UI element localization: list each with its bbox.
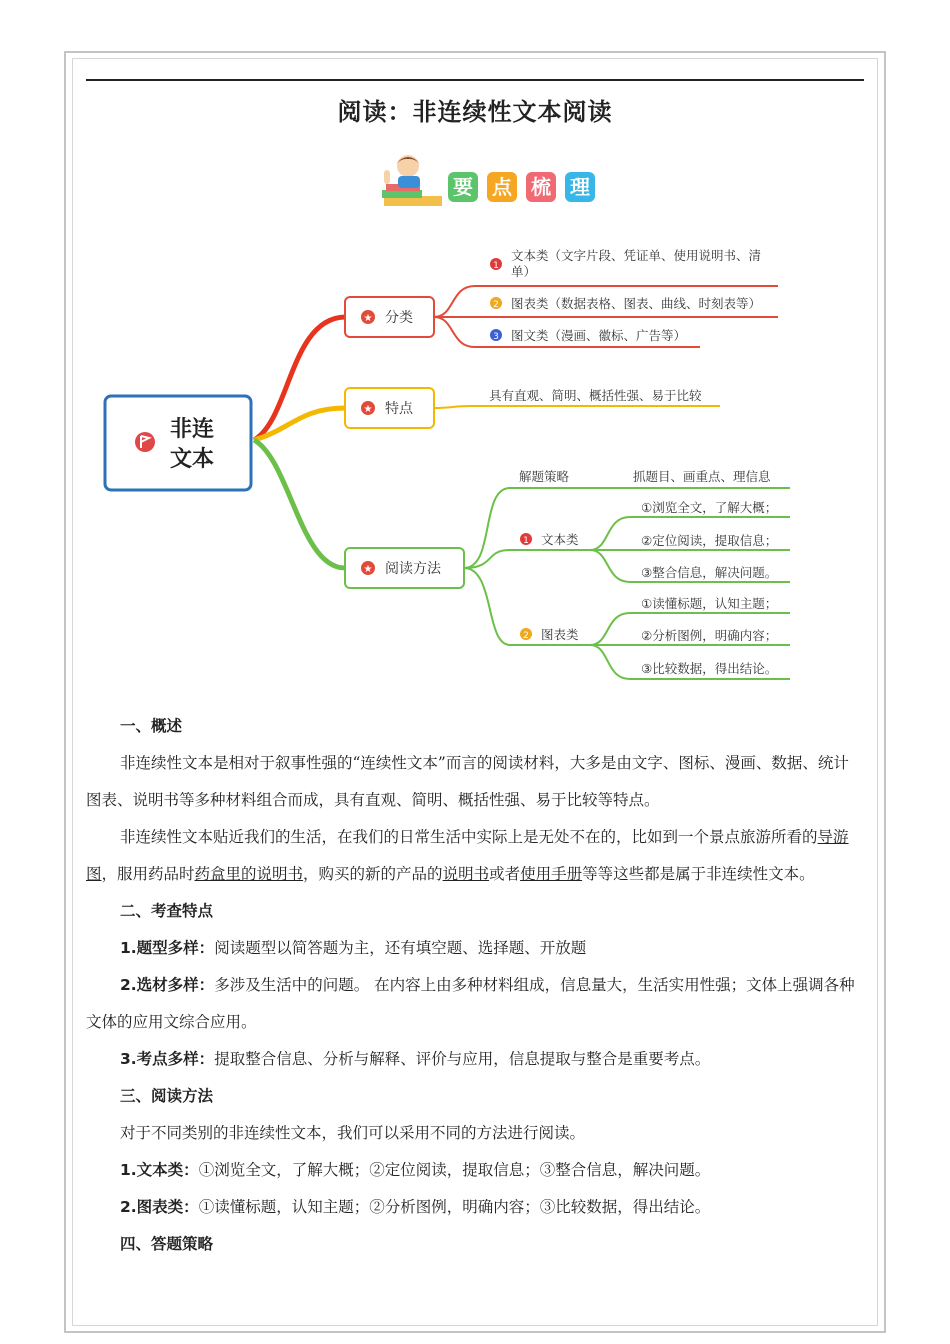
text-step-1: ①浏览全文，了解大概； <box>641 500 778 515</box>
section-heading-exam: 二、考查特点 <box>120 902 214 920</box>
root-line-1: 非连 <box>170 417 215 442</box>
svg-text:★: ★ <box>363 313 373 324</box>
method-chart-type-label: 图表类 <box>541 627 579 642</box>
chart-step-3: ③比较数据，得出结论。 <box>641 661 778 676</box>
exam-item-2: 2.选材多样：多涉及生活中的问题。 在内容上由多种材料组成，信息量大，生活实用性强；文体上强调各种文体的应用文综合应用。 <box>86 976 855 1031</box>
strategy-text: 抓题目、画重点、理信息 <box>633 469 771 484</box>
branch-method-label: 阅读方法 <box>385 561 441 577</box>
banner-char-4: 理 <box>565 172 595 202</box>
exam-item-1: 1.题型多样：阅读题型以简答题为主，还有填空题、选择题、开放题 <box>120 939 587 957</box>
svg-text:★: ★ <box>363 404 373 415</box>
classify-item-1-line-2: 单） <box>511 264 537 279</box>
strategy-label: 解题策略 <box>519 469 570 484</box>
svg-text:★: ★ <box>363 564 373 575</box>
chart-step-2: ②分析图例，明确内容； <box>641 628 778 643</box>
root-line-2: 文本 <box>170 447 215 472</box>
flag-icon <box>135 432 155 452</box>
method-item-2: 2.图表类：①读懂标题，认知主题；②分析图例，明确内容；③比较数据，得出结论。 <box>120 1198 711 1216</box>
page-title: 阅读：非连续性文本阅读 <box>337 98 613 126</box>
root-node <box>105 396 251 490</box>
connector-classify <box>254 317 345 440</box>
feature-text: 具有直观、简明、概括性强、易于比较 <box>489 388 702 403</box>
exam-item-3: 3.考点多样：提取整合信息、分析与解释、评价与应用，信息提取与整合是重要考点。 <box>120 1050 711 1068</box>
branch-classify-label: 分类 <box>385 310 413 326</box>
method-item-1: 1.文本类：①浏览全文，了解大概；②定位阅读，提取信息；③整合信息，解决问题。 <box>120 1161 711 1179</box>
overview-paragraph-2: 非连续性文本贴近我们的生活，在我们的日常生活中实际上是无处不在的，比如到一个景点旅游所看的导游图，服用药品时药盒里的说明书，购买的新的产品的说明书或者使用手册等等这些都是属于非连续性文本。 <box>86 828 849 883</box>
method-num-2: 2 <box>523 631 529 641</box>
section-heading-strategy: 四、答题策略 <box>120 1235 214 1253</box>
underline-user-guide: 使用手册 <box>520 865 583 883</box>
section-heading-method: 三、阅读方法 <box>120 1087 214 1105</box>
classify-num-2: 2 <box>493 300 499 310</box>
chart-step-1: ①读懂标题，认知主题； <box>641 596 778 611</box>
method-num-1: 1 <box>523 536 529 546</box>
text-step-2: ②定位阅读，提取信息； <box>641 533 778 548</box>
text-step-3: ③整合信息，解决问题。 <box>641 565 778 580</box>
method-text-type-label: 文本类 <box>541 532 579 547</box>
classify-item-2: 图表类（数据表格、图表、曲线、时刻表等） <box>511 296 762 311</box>
underline-guide-map: 导游图 <box>86 828 849 883</box>
connector-method <box>254 440 345 568</box>
overview-paragraph-1: 非连续性文本是相对于叙事性强的“连续性文本”而言的阅读材料，大多是由文字、图标、漫画、数据、统计图表、说明书等多种材料组合而成，具有直观、简明、概括性强、易于比较等特点。 <box>86 754 849 809</box>
method-intro: 对于不同类别的非连续性文本，我们可以采用不同的方法进行阅读。 <box>120 1124 586 1142</box>
classify-item-1-line-1: 文本类（文字片段、凭证单、使用说明书、清 <box>511 248 762 263</box>
section-heading-overview: 一、概述 <box>120 717 183 735</box>
classify-num-1: 1 <box>493 261 499 271</box>
article-body <box>86 708 864 1263</box>
underline-medicine-leaflet: 药盒里的说明书 <box>194 865 304 883</box>
banner-char-1: 要 <box>448 172 478 202</box>
branch-feature-label: 特点 <box>385 401 413 417</box>
banner-char-2: 点 <box>487 172 517 202</box>
underline-manual: 说明书 <box>442 865 490 883</box>
banner-char-3: 梳 <box>526 172 556 202</box>
classify-item-3: 图文类（漫画、徽标、广告等） <box>511 328 687 343</box>
classify-num-3: 3 <box>493 332 499 342</box>
